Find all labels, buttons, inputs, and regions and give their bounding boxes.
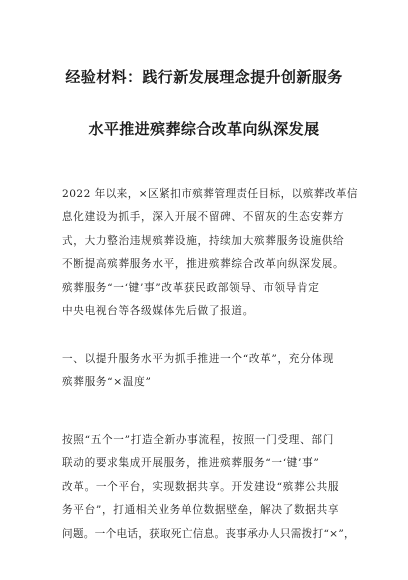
document-title-line-1: 经验材料：践行新发展理念提升创新服务	[65, 68, 343, 86]
paragraph-line: 息化建设为抓手，深入开展不留碑、不留灰的生态安葬方	[62, 211, 345, 224]
paragraph-line: 2022 年以来，×区紧扣市殡葬管理责任目标，以殡葬改革信	[62, 188, 358, 200]
section-heading-1	[62, 348, 362, 395]
heading-line: 一、以提升服务水平为抓手推进一个“改革”，充分体现	[62, 353, 334, 365]
paragraph-line: 联动的要求集成开展服务，推进殡葬服务“一‘键’事”	[62, 457, 320, 470]
intro-paragraph	[62, 183, 362, 323]
paragraph-line: 不断提高殡葬服务水平，推进殡葬综合改革向纵深发展。	[62, 258, 345, 271]
paragraph-line: 中央电视台等各级媒体先后做了报道。	[62, 304, 254, 317]
document-title-line-2: 水平推进殡葬综合改革向纵深发展	[88, 120, 320, 138]
paragraph-line: 改革。一个平台，实现数据共享。开发建设“殡葬公共服	[62, 480, 340, 493]
heading-line: 殡葬服务“×温度”	[62, 376, 152, 389]
paragraph-line: 务平台”，打通相关业务单位数据壁垒，解决了数据共享	[62, 504, 340, 517]
paragraph-line: 按照“五个一”打造全新办事流程，按照一门受理、部门	[62, 434, 334, 446]
paragraph-line: 式，大力整治违规殡葬设施，持续加大殡葬服务设施供给	[62, 234, 345, 247]
paragraph-line: 问题。一个电话，获取死亡信息。丧事承办人只需拨打“×”，	[62, 527, 355, 540]
body-paragraph	[62, 429, 362, 546]
paragraph-line: 殡葬服务“一‘键’事”改革获民政部领导、市领导肯定	[62, 281, 320, 294]
